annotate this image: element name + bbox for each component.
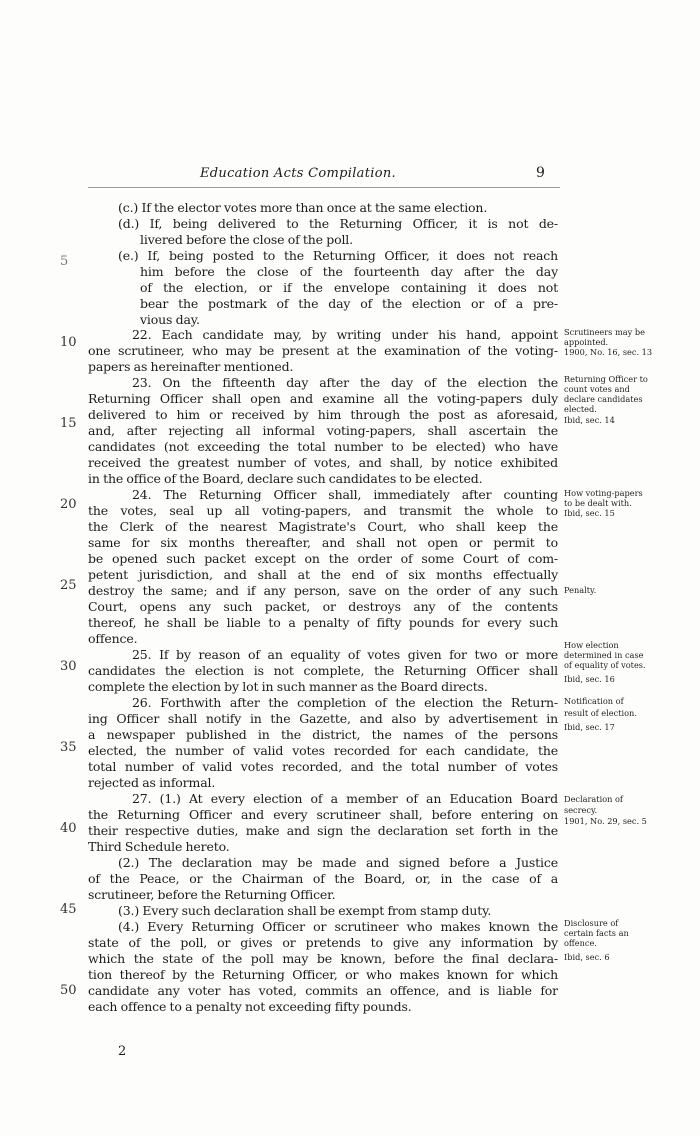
text-line: 25. If by reason of an equality of votes given for two or more bbox=[132, 647, 558, 662]
header-rule bbox=[88, 187, 560, 188]
text-line: the Clerk of the nearest Magistrate's Court, who shall keep the bbox=[88, 519, 558, 534]
line-number: 35 bbox=[60, 740, 77, 755]
text-line: total number of valid votes recorded, and the total number of votes bbox=[88, 759, 558, 774]
text-line: 24. The Returning Officer shall, immediately after counting bbox=[132, 487, 558, 502]
text-line: Returning Officer shall open and examine all the voting-papers duly bbox=[88, 391, 558, 406]
text-line: a newspaper published in the district, the names of the persons bbox=[88, 727, 558, 742]
margin-note: Notification of bbox=[564, 696, 624, 706]
margin-note: determined in case bbox=[564, 650, 644, 660]
text-line: him before the close of the fourteenth day after the day bbox=[140, 264, 558, 279]
text-line: livered before the close of the poll. bbox=[140, 232, 353, 247]
margin-note: Ibid, sec. 14 bbox=[564, 415, 615, 425]
text-line: papers as hereinafter mentioned. bbox=[88, 359, 294, 374]
text-line: elected, the number of valid votes recorded for each candidate, the bbox=[88, 743, 558, 758]
text-line: offence. bbox=[88, 631, 138, 646]
margin-note: How voting-papers bbox=[564, 488, 643, 498]
line-number: 20 bbox=[60, 497, 77, 512]
margin-note: secrecy. bbox=[564, 805, 598, 815]
text-line: rejected as informal. bbox=[88, 775, 216, 790]
margin-note: Ibid, sec. 15 bbox=[564, 508, 615, 518]
text-line: of the election, or if the envelope containing it does not bbox=[140, 280, 558, 295]
text-line: 23. On the fifteenth day after the day of the election the bbox=[132, 375, 558, 390]
margin-note: to be dealt with. bbox=[564, 498, 632, 508]
running-header-title: Education Acts Compilation. bbox=[200, 166, 396, 181]
text-line: and, after rejecting all informal voting-papers, shall ascertain the bbox=[88, 423, 558, 438]
line-number: 45 bbox=[60, 902, 77, 917]
text-line: same for six months thereafter, and shall not open or permit to bbox=[88, 535, 558, 550]
signature-mark: 2 bbox=[118, 1044, 127, 1059]
margin-note: Penalty. bbox=[564, 585, 597, 595]
text-line: (e.) If, being posted to the Returning Officer, it does not reach bbox=[118, 248, 558, 263]
text-line: vious day. bbox=[140, 312, 200, 327]
text-line: state of the poll, or gives or pretends to give any information by bbox=[88, 935, 558, 950]
margin-note: Ibid, sec. 6 bbox=[564, 952, 610, 962]
margin-note: Ibid, sec. 17 bbox=[564, 722, 615, 732]
text-line: complete the election by lot in such manner as the Board directs. bbox=[88, 679, 488, 694]
margin-note: 1901, No. 29, sec. 5 bbox=[564, 816, 647, 826]
line-number: 40 bbox=[60, 821, 77, 836]
text-line: 27. (1.) At every election of a member of an Education Board bbox=[132, 791, 558, 806]
text-line: tion thereof by the Returning Officer, or who makes known for which bbox=[88, 967, 558, 982]
text-line: (4.) Every Returning Officer or scrutineer who makes known the bbox=[118, 919, 558, 934]
text-line: (2.) The declaration may be made and signed before a Justice bbox=[118, 855, 558, 870]
margin-note: appointed. bbox=[564, 337, 609, 347]
text-line: ing Officer shall notify in the Gazette, and also by advertisement in bbox=[88, 711, 558, 726]
line-number: 15 bbox=[60, 416, 77, 431]
text-line: (c.) If the elector votes more than once at the same election. bbox=[118, 200, 488, 215]
margin-note: Declaration of bbox=[564, 794, 623, 804]
text-line: the Returning Officer and every scrutineer shall, before entering on bbox=[88, 807, 558, 822]
text-line: petent jurisdiction, and shall at the end of six months effectually bbox=[88, 567, 558, 582]
text-line: scrutineer, before the Returning Officer. bbox=[88, 887, 336, 902]
text-line: each offence to a penalty not exceeding fifty pounds. bbox=[88, 999, 412, 1014]
line-number: 10 bbox=[60, 335, 77, 350]
text-line: destroy the same; and if any person, save on the order of any such bbox=[88, 583, 558, 598]
margin-note: result of election. bbox=[564, 708, 637, 718]
text-line: Court, opens any such packet, or destroys any of the contents bbox=[88, 599, 558, 614]
margin-note: 1900, No. 16, sec. 13 bbox=[564, 347, 653, 357]
text-line: (d.) If, being delivered to the Returning Officer, it is not de- bbox=[118, 216, 558, 231]
margin-note: Scrutineers may be bbox=[564, 327, 645, 337]
text-line: thereof, he shall be liable to a penalty of fifty pounds for every such bbox=[88, 615, 558, 630]
text-line: be opened such packet except on the order of some Court of com- bbox=[88, 551, 558, 566]
text-line: (3.) Every such declaration shall be exempt from stamp duty. bbox=[118, 903, 492, 918]
text-line: candidates the election is not complete, the Returning Officer shall bbox=[88, 663, 558, 678]
text-line: which the state of the poll may be known, before the final declara- bbox=[88, 951, 558, 966]
text-line: of the Peace, or the Chairman of the Board, or, in the case of a bbox=[88, 871, 558, 886]
text-line: in the office of the Board, declare such candidates to be elected. bbox=[88, 471, 483, 486]
margin-note: of equality of votes. bbox=[564, 660, 646, 670]
margin-note: Ibid, sec. 16 bbox=[564, 674, 615, 684]
line-number: 5 bbox=[60, 254, 69, 269]
text-line: received the greatest number of votes, and shall, by notice exhibited bbox=[88, 455, 558, 470]
margin-note: offence. bbox=[564, 938, 597, 948]
margin-note: Disclosure of bbox=[564, 918, 619, 928]
line-number: 50 bbox=[60, 983, 77, 998]
text-line: Third Schedule hereto. bbox=[88, 839, 230, 854]
margin-note: certain facts an bbox=[564, 928, 629, 938]
text-line: 26. Forthwith after the completion of the election the Return- bbox=[132, 695, 558, 710]
text-line: 22. Each candidate may, by writing under his hand, appoint bbox=[132, 327, 558, 342]
line-number: 25 bbox=[60, 578, 77, 593]
line-number: 30 bbox=[60, 659, 77, 674]
page-number: 9 bbox=[536, 165, 545, 181]
text-line: their respective duties, make and sign the declaration set forth in the bbox=[88, 823, 558, 838]
text-line: candidates (not exceeding the total number to be elected) who have bbox=[88, 439, 558, 454]
margin-note: declare candidates bbox=[564, 394, 643, 404]
text-line: candidate any voter has voted, commits an offence, and is liable for bbox=[88, 983, 558, 998]
margin-note: How election bbox=[564, 640, 619, 650]
margin-note: count votes and bbox=[564, 384, 630, 394]
text-line: one scrutineer, who may be present at the examination of the voting- bbox=[88, 343, 558, 358]
text-line: delivered to him or received by him through the post as aforesaid, bbox=[88, 407, 558, 422]
text-line: the votes, seal up all voting-papers, and transmit the whole to bbox=[88, 503, 558, 518]
text-line: bear the postmark of the day of the election or of a pre- bbox=[140, 296, 558, 311]
margin-note: elected. bbox=[564, 404, 597, 414]
margin-note: Returning Officer to bbox=[564, 374, 648, 384]
